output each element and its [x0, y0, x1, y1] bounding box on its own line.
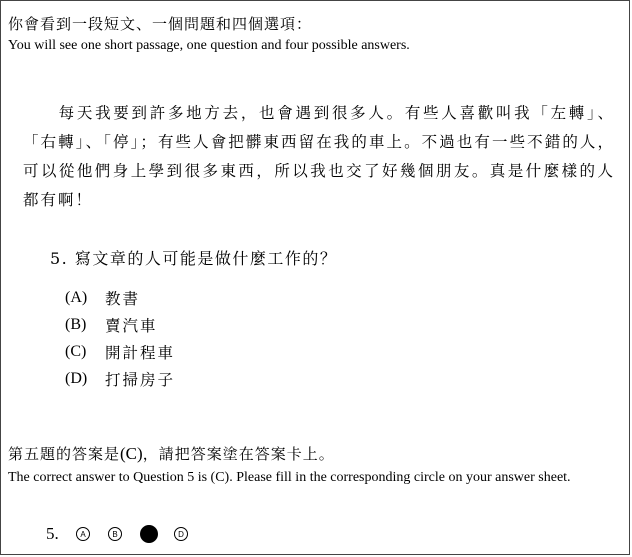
bubble-c-filled[interactable]: C [140, 525, 158, 543]
bubble-d[interactable]: D [174, 527, 188, 541]
option-c [65, 338, 175, 365]
option-text: 打掃房子 [105, 370, 176, 389]
bubble-a[interactable]: A [76, 527, 90, 541]
option-a [65, 284, 175, 311]
answer-prefix: 第五題的答案是 [8, 445, 121, 463]
option-text: 開計程車 [105, 343, 176, 362]
option-b [65, 311, 175, 338]
answer-statement-chinese [8, 443, 335, 464]
option-d [65, 365, 175, 392]
question-number: 5. [50, 249, 69, 268]
answer-sheet-number: 5. [46, 524, 59, 543]
question-text: 寫文章的人可能是做什麼工作的？ [74, 249, 338, 268]
instructions-english: You will see one short passage, one question and four possible answers. [8, 38, 410, 53]
option-letter: (D) [65, 369, 88, 387]
answer-options [65, 284, 175, 392]
reading-passage: 每天我要到許多地方去，也會遇到很多人。有些人喜歡叫我「左轉」、「右轉」、「停」；有些人會把髒東西留在我的車上。不過也有一些不錯的人，可以從他們身上學到很多東西，所以我也交了好幾個朋友。真是什麼樣的人都有啊！ [23, 104, 615, 209]
option-letter: (B) [65, 315, 87, 333]
answer-suffix: ，請把答案塗在答案卡上。 [142, 445, 335, 463]
answer-letter: (C) [120, 444, 143, 463]
option-text: 賣汽車 [105, 316, 158, 335]
answer-sheet-row [46, 524, 206, 544]
bubble-b[interactable]: B [108, 527, 122, 541]
instructions-chinese: 你會看到一段短文、一個問題和四個選項： [8, 15, 313, 33]
option-text: 教書 [105, 289, 141, 308]
answer-statement-english: The correct answer to Question 5 is (C). Please fill in the corresponding circle on your answer sheet. [8, 470, 571, 485]
question [50, 246, 337, 269]
option-letter: (C) [65, 342, 87, 360]
option-letter: (A) [65, 288, 88, 306]
